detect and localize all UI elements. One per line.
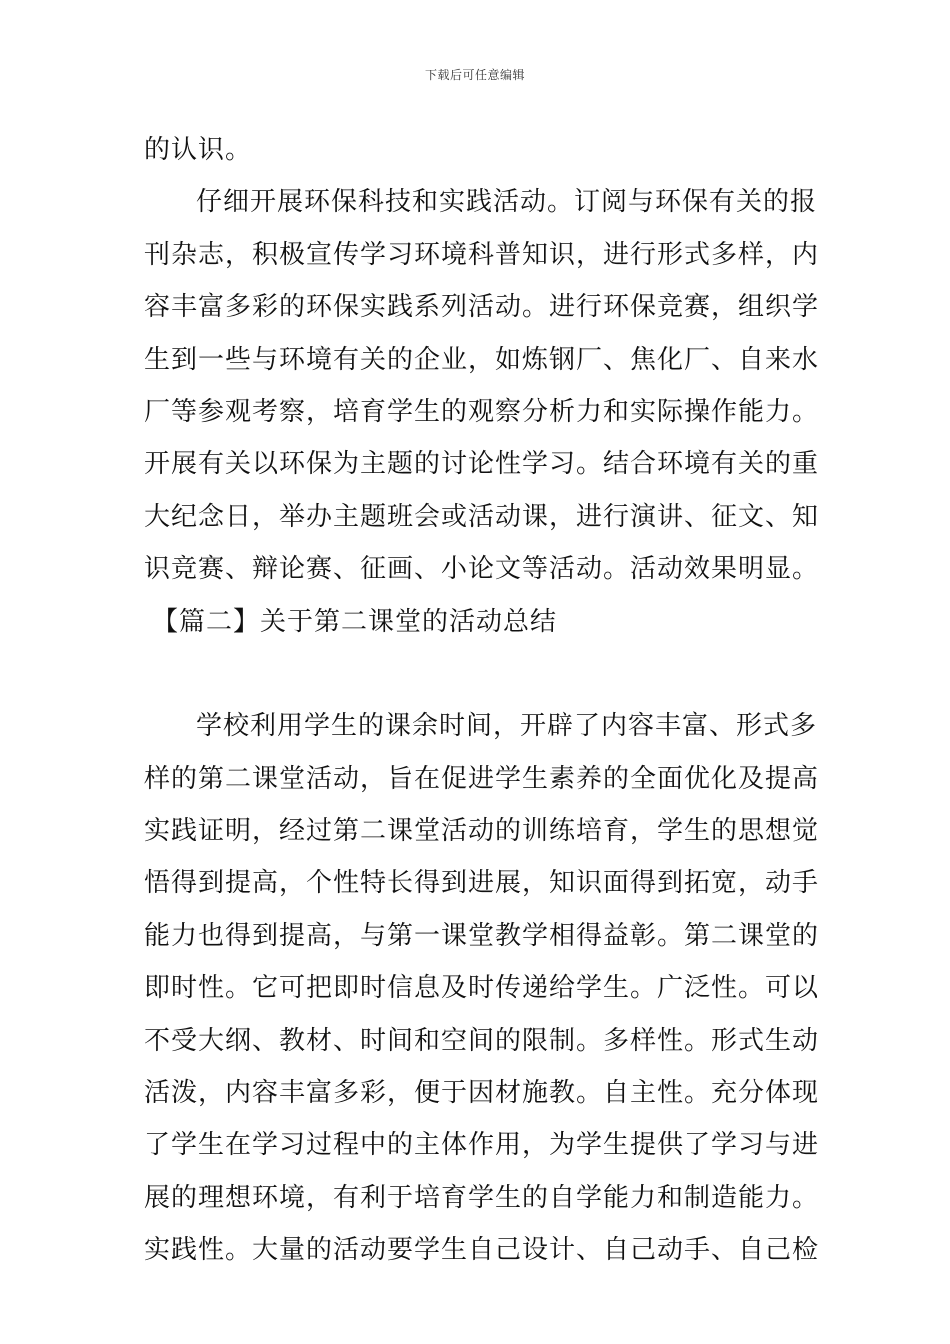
paragraph-line: 即时性。它可把即时信息及时传递给学生。广泛性。可以	[144, 973, 820, 1004]
paragraph-line: 活泼，内容丰富多彩，便于因材施教。自主性。充分体现	[144, 1078, 820, 1109]
paragraph-line: 大纪念日，举办主题班会或活动课，进行演讲、征文、知	[144, 501, 820, 532]
section-heading: 【篇二】关于第二课堂的活动总结	[152, 606, 558, 637]
paragraph-line: 的认识。	[144, 135, 253, 165]
paragraph-line: 容丰富多彩的环保实践系列活动。进行环保竞赛，组织学	[144, 292, 820, 323]
paragraph-line: 厂等参观考察，培育学生的观察分析力和实际操作能力。	[144, 396, 820, 427]
paragraph-line: 悟得到提高，个性特长得到进展，知识面得到拓宽，动手	[144, 868, 820, 899]
paragraph-line: 识竞赛、辩论赛、征画、小论文等活动。活动效果明显。	[144, 554, 820, 585]
paragraph-line: 刊杂志，积极宣传学习环境科普知识，进行形式多样，内	[144, 239, 820, 270]
paragraph-line: 学校利用学生的课余时间，开辟了内容丰富、形式多	[196, 711, 818, 742]
blank-line	[144, 648, 808, 700]
paragraph-line: 实践证明，经过第二课堂活动的训练培育，学生的思想觉	[144, 816, 820, 847]
paragraph-line: 能力也得到提高，与第一课堂教学相得益彰。第二课堂的	[144, 920, 820, 951]
document-body	[144, 124, 820, 1277]
paragraph-line: 开展有关以环保为主题的讨论性学习。结合环境有关的重	[144, 449, 820, 480]
paragraph-line: 实践性。大量的活动要学生自己设计、自己动手、自己检	[144, 1235, 820, 1266]
page-header-note: 下载后可任意编辑	[424, 68, 525, 82]
paragraph-line: 展的理想环境，有利于培育学生的自学能力和制造能力。	[144, 1182, 820, 1213]
paragraph-line: 生到一些与环境有关的企业，如炼钢厂、焦化厂、自来水	[144, 344, 820, 375]
paragraph-line: 了学生在学习过程中的主体作用，为学生提供了学习与进	[144, 1130, 820, 1161]
paragraph-line: 仔细开展环保科技和实践活动。订阅与环保有关的报	[196, 187, 818, 218]
paragraph-line: 样的第二课堂活动，旨在促进学生素养的全面优化及提高	[144, 763, 820, 794]
paragraph-line: 不受大纲、教材、时间和空间的限制。多样性。形式生动	[144, 1025, 820, 1056]
